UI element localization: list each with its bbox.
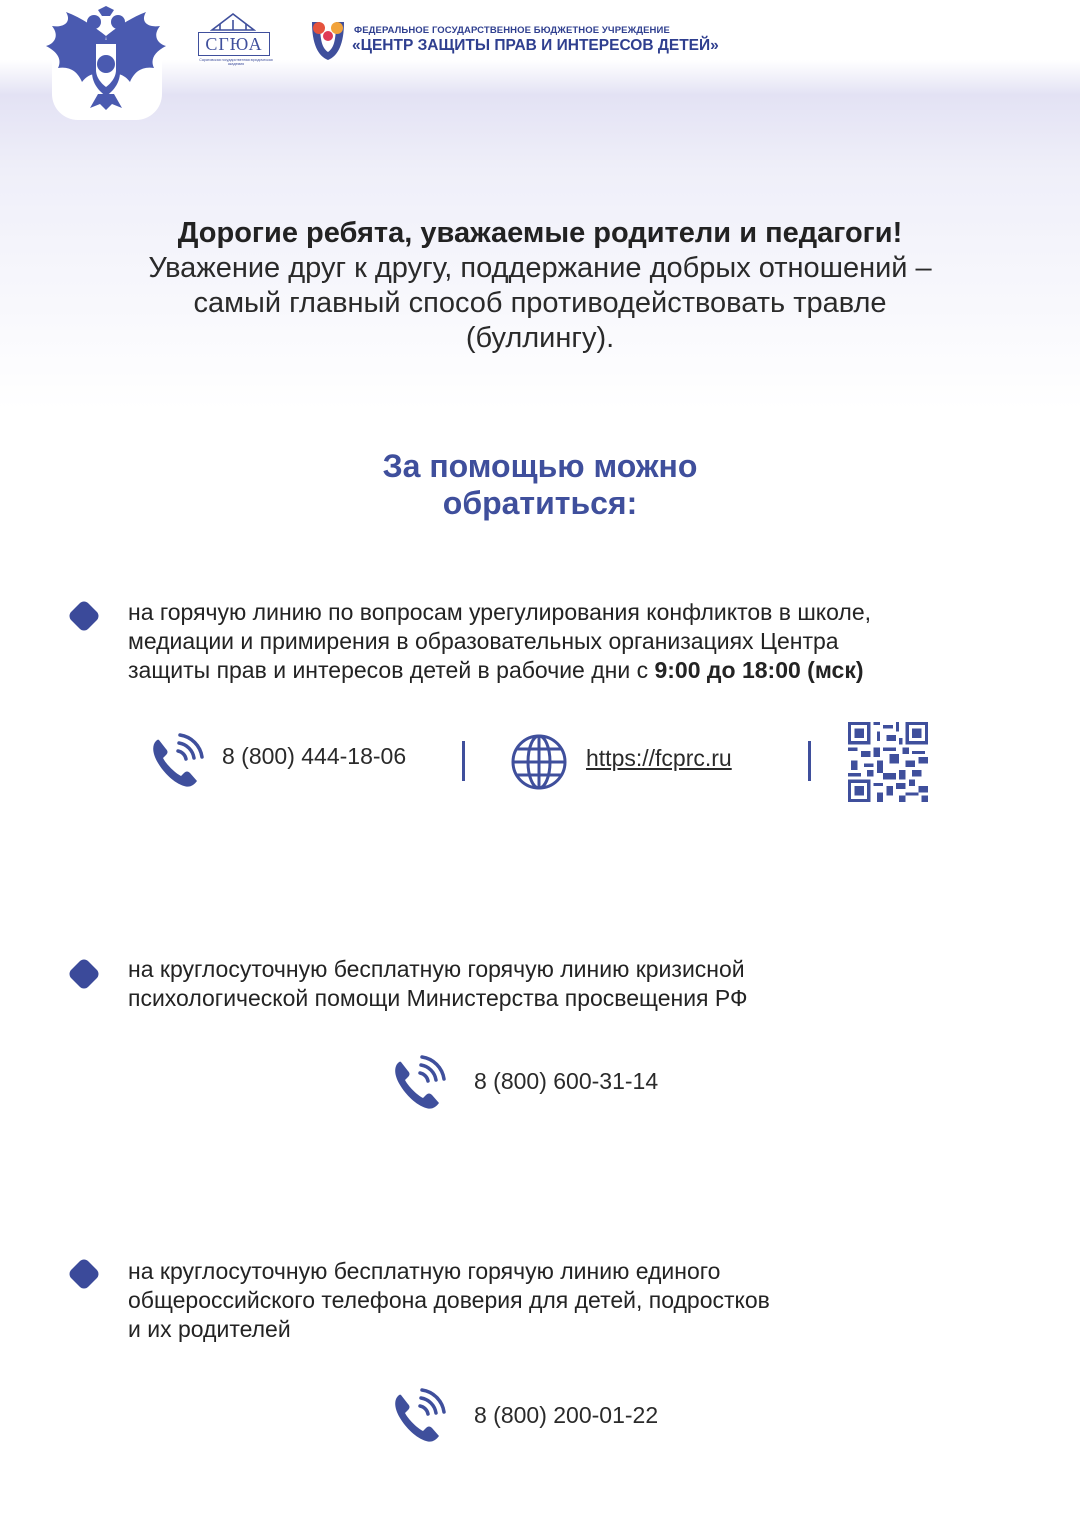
- list-item-line-text: защиты прав и интересов детей в рабочие дни с: [128, 657, 655, 683]
- phone-number[interactable]: 8 (800) 200-01-22: [474, 1402, 659, 1428]
- list-item-line: на круглосуточную бесплатную горячую линию кризисной: [128, 956, 745, 982]
- phone-icon: [390, 1055, 446, 1111]
- list-item-line: психологической помощи Министерства просвещения РФ: [128, 985, 748, 1011]
- sgua-logo-text: СГЮА: [198, 32, 270, 56]
- center-logo-icon: [308, 18, 348, 62]
- divider: [462, 741, 465, 781]
- bullet-icon: [67, 957, 101, 991]
- phone-number[interactable]: 8 (800) 600-31-14: [474, 1068, 659, 1094]
- list-item-line: на круглосуточную бесплатную горячую линию единого: [128, 1258, 721, 1284]
- sgua-logo-icon: [198, 12, 274, 70]
- phone-icon: [390, 1388, 446, 1444]
- intro-line: Уважение друг к другу, поддержание добрых отношений –: [148, 252, 932, 284]
- intro-line: самый главный способ противодействовать травле: [193, 287, 887, 319]
- help-title-line: обратиться:: [442, 485, 638, 521]
- qr-code-icon[interactable]: [848, 722, 928, 802]
- list-item-text: [128, 598, 1008, 685]
- emblem-icon: [44, 6, 168, 110]
- intro-line: (буллингу).: [465, 322, 615, 354]
- help-title: [290, 448, 790, 522]
- phone-icon: [148, 733, 204, 789]
- phone-number[interactable]: 8 (800) 444-18-06: [222, 743, 407, 769]
- working-hours: 9:00 до 18:00 (мск): [654, 657, 864, 683]
- website-link[interactable]: https://fcprc.ru: [586, 745, 732, 771]
- globe-icon: [510, 733, 568, 791]
- sgua-subtitle: Саратовская государственная юридическая академия: [199, 58, 273, 67]
- list-item-line: и их родителей: [128, 1316, 291, 1342]
- intro-greeting: Дорогие ребята, уважаемые родители и педагоги!: [177, 217, 903, 249]
- list-item-line: медиации и примирения в образовательных организациях Центра: [128, 628, 839, 654]
- list-item-line: [128, 656, 1008, 685]
- list-item-text: [128, 955, 1008, 1013]
- list-item-text: [128, 1257, 1008, 1344]
- org-type-label: ФЕДЕРАЛЬНОЕ ГОСУДАРСТВЕННОЕ БЮДЖЕТНОЕ УЧРЕЖДЕНИЕ: [354, 25, 670, 36]
- list-item-line: общероссийского телефона доверия для детей, подростков: [128, 1287, 770, 1313]
- bullet-icon: [67, 1257, 101, 1291]
- divider: [808, 741, 811, 781]
- intro-block: [60, 216, 1020, 356]
- list-item-line: на горячую линию по вопросам урегулирования конфликтов в школе,: [128, 599, 872, 625]
- bullet-icon: [67, 599, 101, 633]
- sgua-roof-icon: [210, 12, 256, 32]
- help-title-line: За помощью можно: [382, 448, 698, 484]
- org-name-label: «ЦЕНТР ЗАЩИТЫ ПРАВ И ИНТЕРЕСОВ ДЕТЕЙ»: [352, 37, 719, 54]
